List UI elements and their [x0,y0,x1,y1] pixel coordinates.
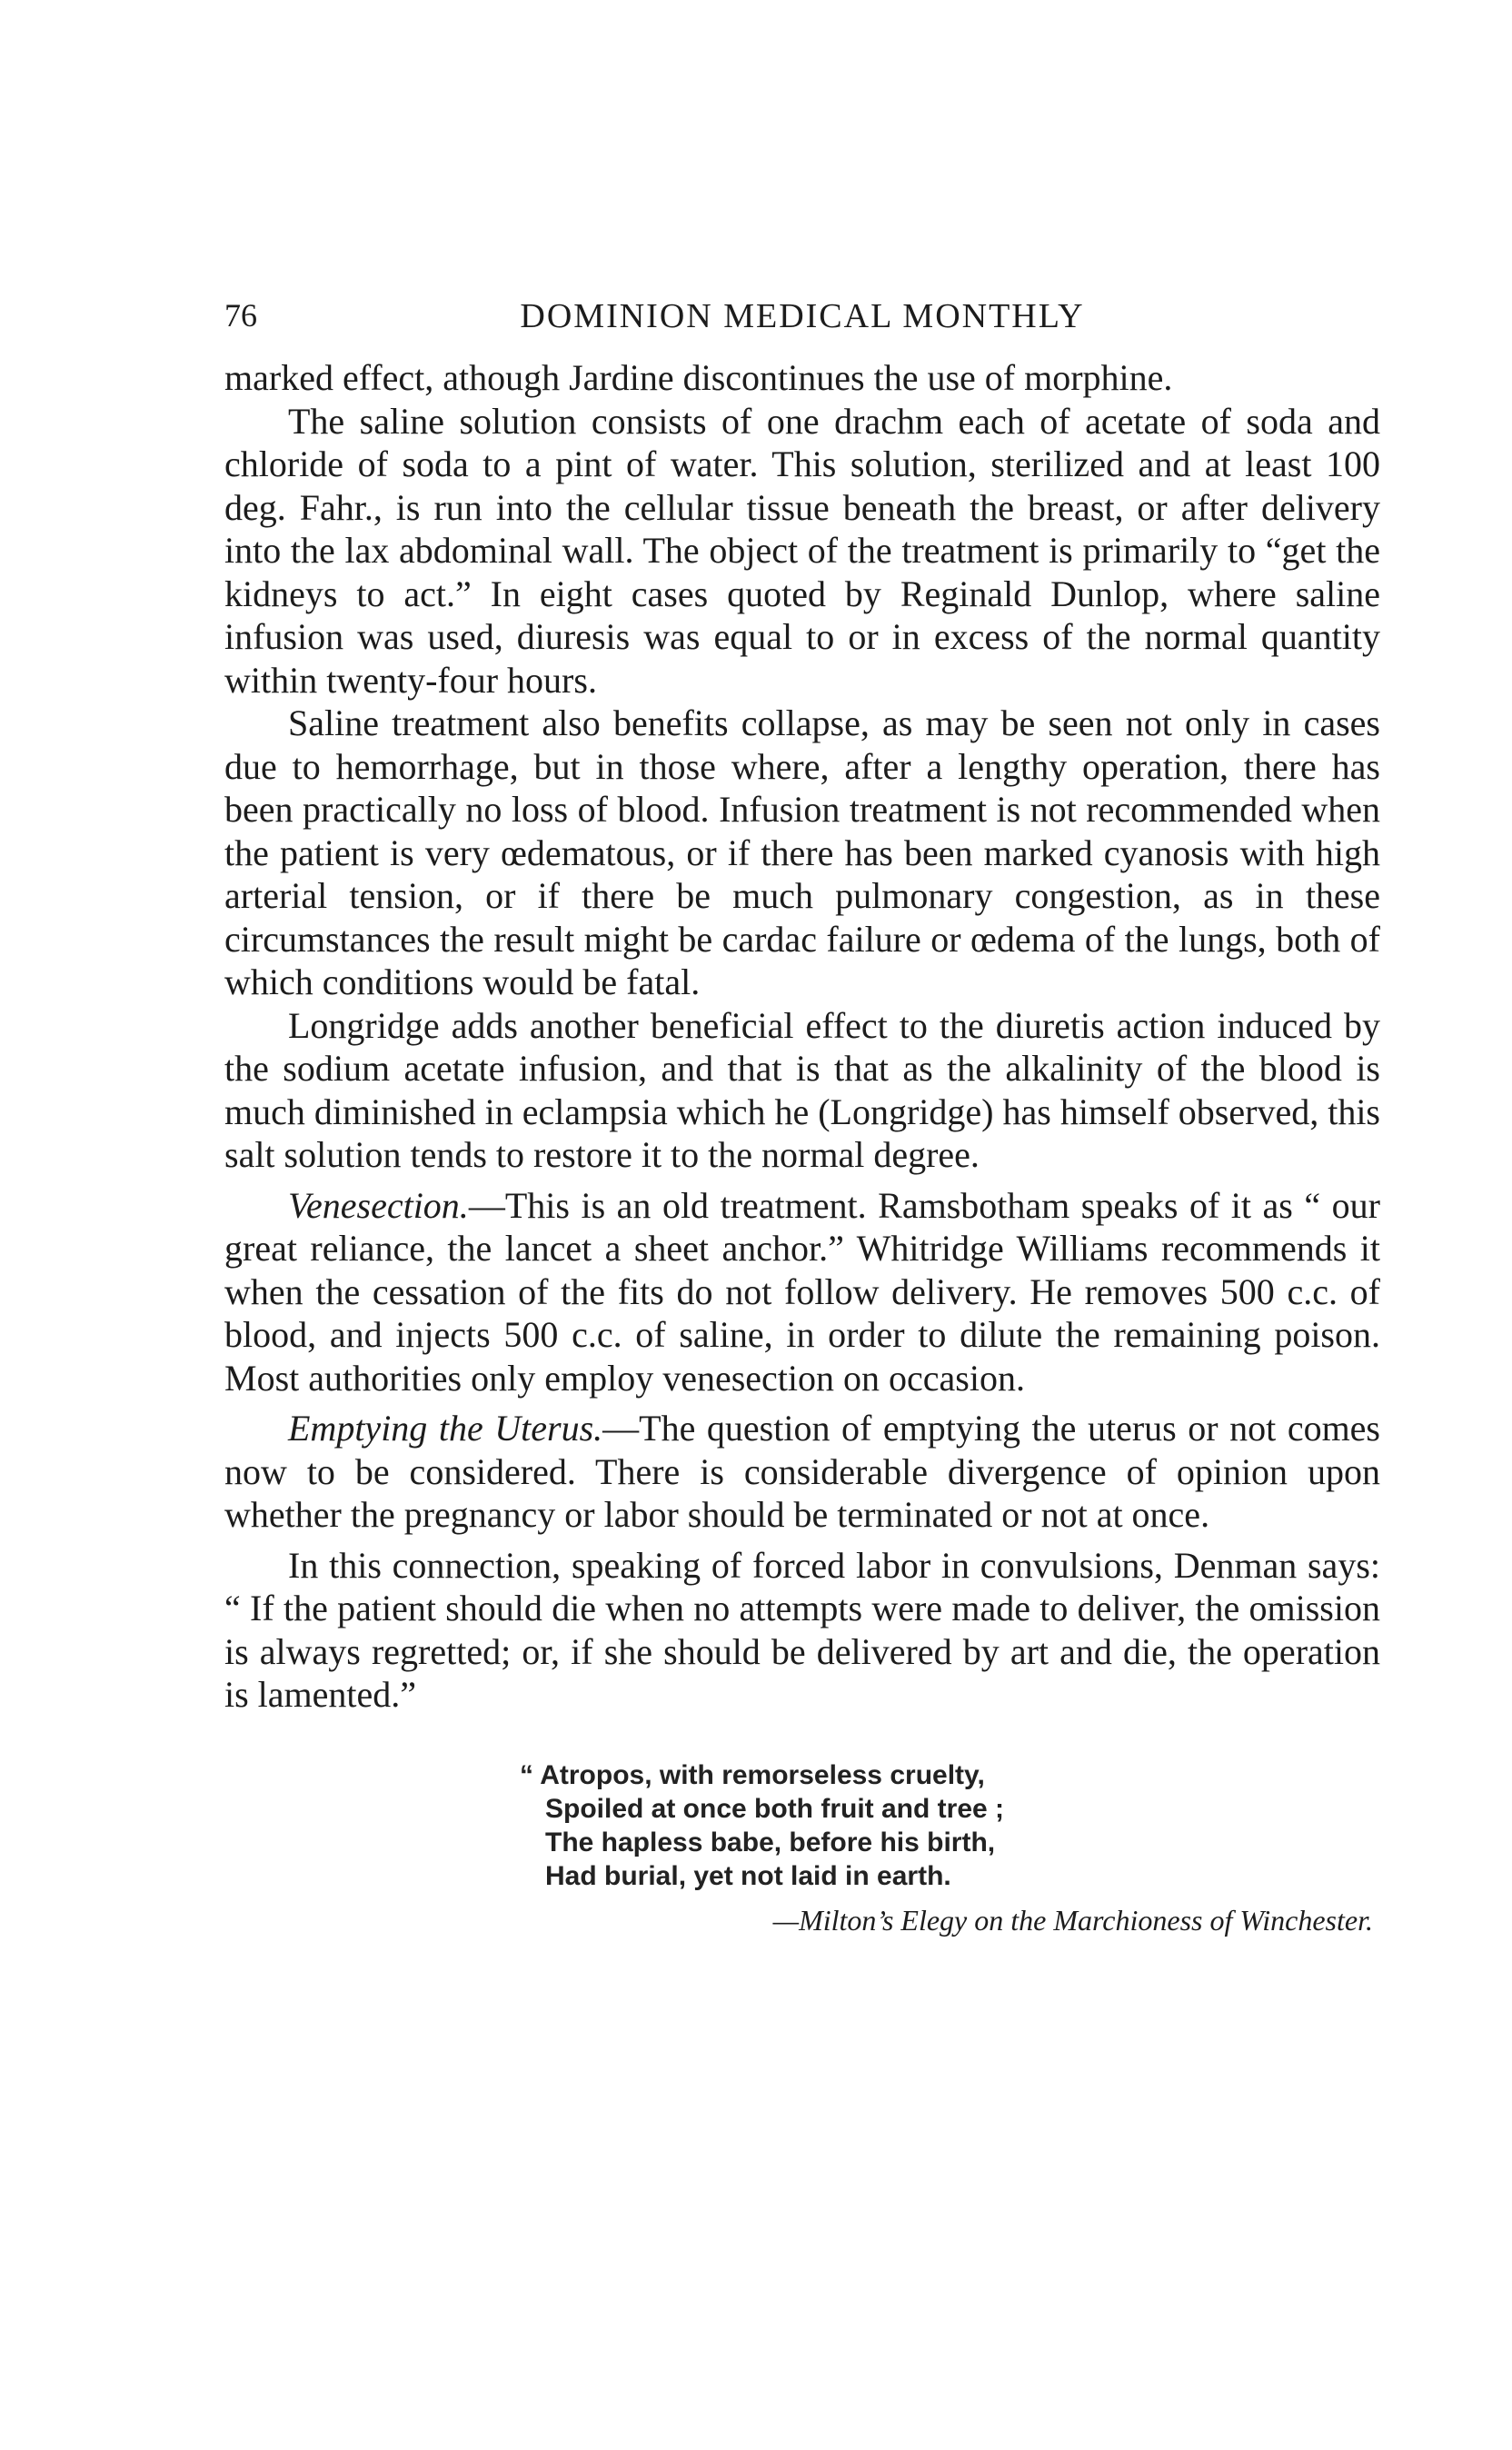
paragraph-text: The saline solution consists of one drachm each of acetate of soda and chloride of soda to a pint of water. This solution, sterilized and at least 100 deg. Fahr., is run into the cellular tissue beneath the breast, or after delivery into the lax abdominal wall. The object of the treatment is primarily to “get the kidneys to act.” In eight cases quoted by Reginald Dunlop, where saline infusion was used, diuresis was equal to or in excess of the normal quantity within twenty-four hours. [224,400,1380,701]
section-heading-venesection: Venesection. [288,1184,469,1226]
paragraph-venesection [224,1184,1380,1400]
paragraph-continuation [224,356,1380,400]
running-title: DOMINION MEDICAL MONTHLY [520,297,1085,335]
paragraph-text: —This is an old treatment. Ramsbotham speaks of it as “ our great reliance, the lancet a sheet anchor.” Whitridge Williams recommends it when the cessation of the fits do not follow delivery. He removes 500 c.c. of blood, and injects 500 c.c. of saline, in order to dilute the remaining poison. Most authorities only employ venesection on occasion. [224,1184,1380,1399]
paragraph-saline-collapse [224,702,1380,1004]
verse-attribution: —Milton’s Elegy on the Marchioness of Winchester. [772,1903,1373,1937]
paragraph-text: marked effect, athough Jardine discontinues the use of morphine. [224,357,1173,398]
verse-line: Had burial, yet not laid in earth. [545,1860,951,1891]
paragraph-text: Saline treatment also benefits collapse, as may be seen not only in cases due to hemorrhage, but in those where, after a lengthy operation, there has been practically no loss of blood. Infusion treatment is not recommended when the patient is very œdematous, or if there has been marked cyanosis with high arterial tension, or if there be much pulmonary congestion, as in these circumstances the result might be cardac failure or œdema of the lungs, both of which conditions would be fatal. [224,702,1380,1002]
page-number: 76 [224,297,257,334]
paragraph-text: —The question of emptying the uterus or not comes now to be considered. There is considerable divergence of opinion upon whether the pregnancy or labor should be terminated or not at once. [224,1408,1380,1535]
journal-page [224,289,1380,1938]
paragraph-saline-solution [224,400,1380,702]
paragraph-longridge [224,1004,1380,1177]
page-header [224,289,1380,344]
paragraph-emptying-uterus [224,1407,1380,1537]
article-body [224,356,1380,1717]
verse-line: Spoiled at once both fruit and tree ; [545,1793,1005,1824]
paragraph-denman-quote [224,1544,1380,1717]
verse-line: “ Atropos, with remorseless cruelty, [520,1759,985,1790]
paragraph-text: Longridge adds another beneficial effect to the diuretis action induced by the sodium acetate infusion, and that is that as the alkalinity of the blood is much diminished in eclampsia which he (Longridge) has himself observed, this salt solution tends to restore it to the normal degree. [224,1004,1380,1175]
verse-quotation [520,1758,1380,1893]
verse-line: The hapless babe, before his birth, [545,1827,996,1857]
section-heading-emptying-uterus: Emptying the Uterus. [288,1408,603,1449]
paragraph-text: In this connection, speaking of forced labor in convulsions, Denman says: “ If the patient should die when no attempts were made to deliver, the omission is always regretted; or, if she should be delivered by art and die, the operation is lamented.” [224,1544,1380,1715]
